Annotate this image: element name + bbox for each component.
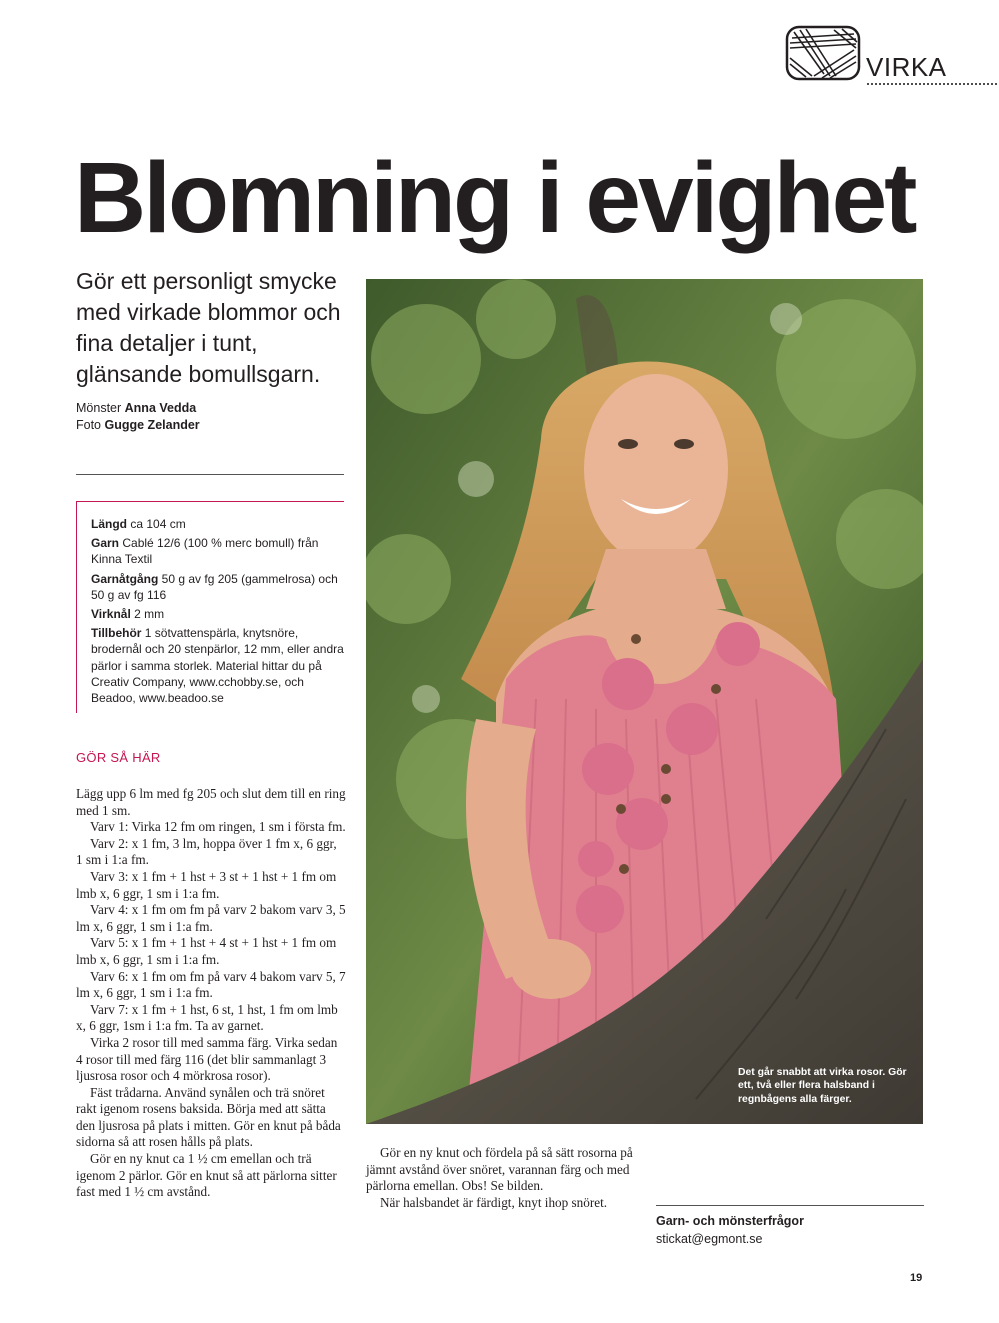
instruction-paragraph: Gör en ny knut ca 1 ½ cm emellan och trä igenom 2 pärlor. Gör en knut så att pärlorna sitter fast med 1 ½ cm avstånd.	[76, 1151, 337, 1200]
section-tag: VIRKA	[866, 52, 947, 82]
instruction-paragraph: Varv 1: Virka 12 fm om ringen, 1 sm i första fm.	[90, 819, 346, 835]
instruction-paragraph: Lägg upp 6 lm med fg 205 och slut dem till en ring med 1 sm.	[76, 786, 346, 818]
instruction-paragraph: Fäst trådarna. Använd synålen och trä snöret rakt igenom rosens baksida. Börja med att sätta den ljusrosa på plats i mitten. Gör en knut på båda sidorna så att rosen hålls på plats.	[76, 1084, 341, 1150]
contact-email: stickat@egmont.se	[656, 1232, 763, 1246]
article-photo	[366, 279, 923, 1124]
contact-heading: Garn- och mönsterfrågor	[656, 1214, 804, 1228]
instruction-paragraph: Varv 7: x 1 fm + 1 hst, 6 st, 1 hst, 1 fm om lmb x, 6 ggr, 1sm i 1:a fm. Ta av garnet.	[76, 1001, 338, 1034]
instruction-paragraph: Varv 4: x 1 fm om fm på varv 2 bakom varv 3, 5 lm x, 6 ggr, 1 sm i 1:a fm.	[76, 902, 346, 934]
instructions-column-1	[76, 786, 346, 1201]
instruction-paragraph: Varv 2: x 1 fm, 3 lm, hoppa över 1 fm x, 6 ggr, 1 sm i 1:a fm.	[76, 835, 337, 868]
photo-credit: Foto Gugge Zelander	[76, 418, 200, 432]
material-item: Virknål 2 mm	[91, 607, 165, 622]
material-item: Tillbehör 1 sötvattenspärla, knytsnöre, brodernål och 20 stenpärlor, 12 mm, eller andra pärlor i samma storlek. Material hittar du på Creativ Company, www.cchobby.se, och Beadoo, www.beadoo.se	[91, 626, 344, 706]
divider	[76, 474, 344, 475]
material-item: Garnåtgång 50 g av fg 205 (gammelrosa) och 50 g av fg 116	[91, 571, 338, 602]
instruction-paragraph: Virka 2 rosor till med samma färg. Virka sedan 4 rosor till med färg 116 (det blir sammanlagt 3 ljusrosa rosor och 4 mörkrosa rosor).	[76, 1034, 338, 1084]
instructions-heading: GÖR SÅ HÄR	[76, 750, 161, 765]
material-item: Garn Cablé 12/6 (100 % merc bomull) från Kinna Textil	[91, 536, 319, 567]
yarn-ball-icon	[784, 24, 862, 82]
credits	[76, 400, 200, 434]
section-divider	[866, 82, 999, 86]
page-number: 19	[910, 1272, 923, 1284]
instructions-column-2	[366, 1145, 636, 1211]
photographer: Gugge Zelander	[104, 418, 200, 432]
instruction-paragraph: Varv 3: x 1 fm + 1 hst + 3 st + 1 hst + 1 fm om lmb x, 6 ggr, 1 sm i 1:a fm.	[76, 868, 337, 901]
page-title: Blomning i evighet	[74, 142, 915, 254]
material-item: Längd ca 104 cm	[91, 517, 186, 531]
instruction-paragraph: Varv 5: x 1 fm + 1 hst + 4 st + 1 hst + 1 fm om lmb x, 6 ggr, 1 sm i 1:a fm.	[76, 935, 337, 967]
instruction-paragraph: När halsbandet är färdigt, knyt ihop snöret.	[380, 1194, 608, 1210]
divider	[656, 1205, 924, 1206]
instruction-paragraph: Gör en ny knut och fördela på så sätt rosorna på jämnt avstånd över snöret, varannan färg och med pärlorna emellan. Obs! Se bilden.	[366, 1145, 633, 1194]
photo-caption: Det går snabbt att virka rosor. Gör ett, två eller flera halsband i regnbågens alla färger.	[738, 1067, 907, 1105]
pattern-credit: Mönster Anna Vedda	[76, 401, 197, 415]
pattern-author: Anna Vedda	[124, 401, 197, 415]
instruction-paragraph: Varv 6: x 1 fm om fm på varv 4 bakom varv 5, 7 lm x, 6 ggr, 1 sm i 1:a fm.	[76, 968, 346, 1001]
lead-paragraph: Gör ett personligt smycke med virkade blommor och fina detaljer i tunt, glänsande bomullsgarn.	[76, 268, 341, 387]
materials-box	[76, 501, 344, 713]
